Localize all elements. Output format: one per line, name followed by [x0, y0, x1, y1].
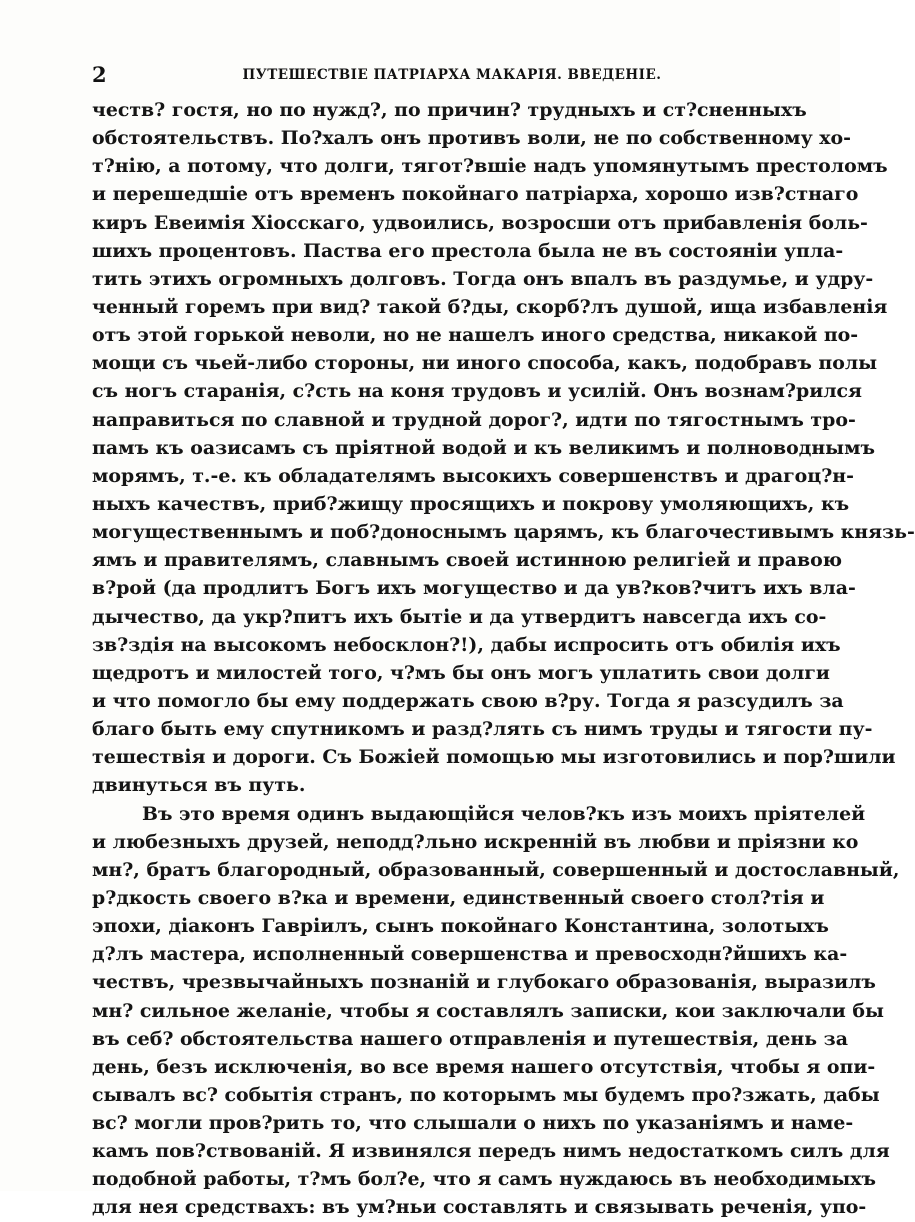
text-line: и любезныхъ друзей, неподд?льно искренній въ любви и пріязни ко — [92, 830, 859, 853]
text-line: мощи съ чьей-либо стороны, ни иного способа, какъ, подобравъ полы — [92, 352, 878, 375]
text-line: благо быть ему спутникомъ и разд?лять съ нимъ труды и тягости пу- — [92, 718, 873, 741]
text-line: р?дкость своего в?ка и времени, единственный своего стол?тія и — [92, 886, 825, 909]
text-line: морямъ, т.-е. къ обладателямъ высокихъ совершенствъ и драгоц?н- — [92, 464, 854, 487]
text-line: мн?, братъ благородный, образованный, совершенный и достославный, — [92, 858, 900, 881]
text-line: могущественнымъ и поб?доноснымъ царямъ, къ благочестивымъ князь- — [92, 521, 915, 544]
text-line: вс? могли пров?рить то, что слышали о нихъ по указаніямъ и наме- — [92, 1112, 854, 1135]
text-line: ченный горемъ при вид? такой б?ды, скорб?лъ душой, ища избавленія — [92, 295, 888, 318]
text-line: Въ это время одинъ выдающійся челов?къ изъ моихъ пріятелей — [142, 802, 866, 825]
text-line: съ ногъ старанія, с?сть на коня трудовъ и усилій. Онъ вознам?рился — [92, 380, 862, 403]
text-line: мн? сильное желаніе, чтобы я составлялъ записки, кои заключали бы — [92, 999, 884, 1022]
text-line: д?лъ мастера, исполненный совершенства и превосходн?йшихъ ка- — [92, 943, 848, 966]
text-line: направиться по славной и трудной дорог?, идти по тягостнымъ тро- — [92, 408, 856, 431]
text-line: тить этихъ огромныхъ долговъ. Тогда онъ впалъ въ раздумье, и удру- — [92, 267, 874, 290]
text-line: день, безъ исключенія, во все время нашего отсутствія, чтобы я опи- — [92, 1055, 876, 1078]
body-text — [92, 96, 915, 1222]
text-line: отъ этой горькой неволи, но не нашелъ иного средства, никакой по- — [92, 324, 859, 347]
text-line: двинуться въ путь. — [92, 774, 306, 797]
text-line: ямъ и правителямъ, славнымъ своей истинною религіей и правою — [92, 549, 843, 572]
text-line: для нея средствахъ: въ ум?ньи составлять и связывать реченія, упо- — [92, 1196, 867, 1219]
text-line: въ себ? обстоятельства нашего отправленія и путешествія, день за — [92, 1027, 848, 1050]
text-line: подобной работы, т?мъ бол?е, что я самъ нуждаюсь въ необходимыхъ — [92, 1168, 877, 1191]
text-line: тешествія и дороги. Съ Божіей помощью мы изготовились и пор?шили — [92, 746, 896, 769]
text-line: камъ пов?ствованій. Я извинялся передъ нимъ недостаткомъ силъ для — [92, 1140, 890, 1163]
text-line: т?нію, а потому, что долги, тягот?вшіе надъ упомянутымъ престоломъ — [92, 155, 888, 178]
text-line: сывалъ вс? событія странъ, по которымъ мы будемъ про?зжать, дабы — [92, 1083, 880, 1106]
text-line: и что помогло бы ему поддержать свою в?ру. Тогда я разсудилъ за — [92, 689, 844, 712]
text-line: киръ Евеимія Хіосскаго, удвоились, возросши отъ прибавленія боль- — [92, 211, 868, 234]
text-line: честв? гостя, но по нужд?, по причин? трудныхъ и ст?сненныхъ — [92, 99, 807, 121]
text-line: памъ къ оазисамъ съ пріятной водой и къ великимъ и полноводнымъ — [92, 436, 875, 459]
text-line: щедротъ и милостей того, ч?мъ бы онъ могъ уплатить свои долги — [92, 661, 830, 684]
text-line: ныхъ качествъ, приб?жищу просящихъ и покрову умоляющихъ, къ — [92, 492, 850, 515]
running-title: ПУТЕШЕСТВІЕ ПАТРІАРХА МАКАРІЯ. ВВЕДЕНІЕ. — [242, 67, 662, 83]
page-number: 2 — [92, 62, 107, 87]
text-line: дычество, да укр?питъ ихъ бытіе и да утвердитъ навсегда ихъ со- — [92, 605, 827, 628]
text-line: эпохи, діаконъ Гавріилъ, сынъ покойнаго Константина, золотыхъ — [92, 915, 829, 938]
text-line: обстоятельствъ. По?халъ онъ противъ воли, не по собственному хо- — [92, 127, 851, 150]
page-header — [92, 62, 716, 87]
text-line: зв?здія на высокомъ небосклон?!), дабы испросить отъ обилія ихъ — [92, 633, 841, 656]
text-line: и перешедшіе отъ временъ покойнаго патріарха, хорошо изв?стнаго — [92, 183, 859, 206]
text-line: чествъ, чрезвычайныхъ познаній и глубокаго образованія, выразилъ — [92, 971, 876, 994]
text-line: шихъ процентовъ. Паства его престола была не въ состояніи упла- — [92, 239, 844, 262]
text-line: в?рой (да продлитъ Богъ ихъ могущество и да ув?ков?читъ ихъ вла- — [92, 577, 856, 600]
